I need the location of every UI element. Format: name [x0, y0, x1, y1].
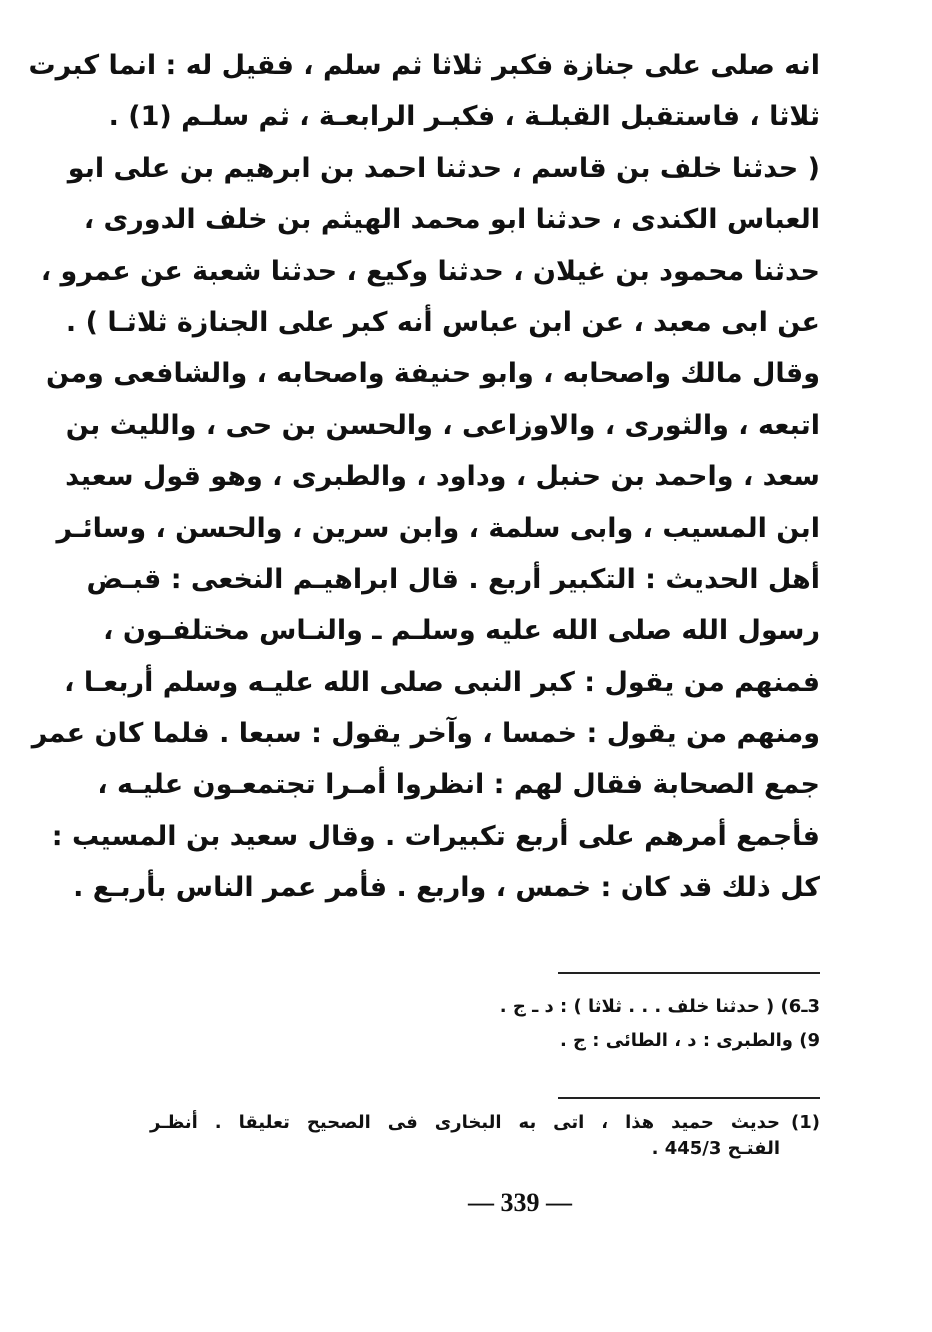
notes-divider	[558, 972, 820, 974]
text-line: ( حدثنا خلف بن قاسم ، حدثنا احمد بن ابرهيم بن على ابو	[67, 152, 820, 184]
text-line: فأجمع أمرهم على أربع تكبيرات . وقال سعيد بن المسيب :	[51, 820, 820, 852]
text-line: انه صلى على جنازة فكبر ثلاثا ثم سلم ، فقيل له : انما كبرت	[28, 50, 820, 81]
footnote-marker: (1)	[791, 1112, 820, 1133]
text-line: وقال مالك واصحابه ، وابو حنيفة واصحابه ، والشافعى ومن	[46, 358, 820, 390]
text-line: العباس الكندى ، حدثنا ابو محمد الهيثم بن خلف الدورى ،	[83, 204, 820, 236]
footnote-line: الفتـح 445/3 .	[651, 1138, 780, 1159]
text-line: أهل الحديث : التكبير أربع . قال ابراهيـم النخعى : قبـض	[86, 563, 820, 595]
text-line: حدثنا محمود بن غيلان ، حدثنا وكيع ، حدثنا شعبة عن عمرو ،	[40, 255, 820, 287]
variant-note: 3ـ6) ( حدثنا خلف . . . ثلاثا ) : د ـ ج .	[499, 996, 820, 1017]
footnote-divider	[558, 1097, 820, 1099]
footnote	[150, 1110, 820, 1162]
text-line: كل ذلك قد كان : خمس ، واربع . فأمر عمر الناس بأربـع .	[73, 872, 820, 904]
variant-note: 9) والطبرى : د ، الطائى : ج .	[559, 1030, 820, 1051]
text-line: عن ابى معبد ، عن ابن عباس أنه كبر على الجنازة ثلاثـا ) .	[65, 306, 820, 338]
variant-notes	[360, 990, 820, 1058]
main-text	[28, 40, 820, 914]
text-line: ومنهم من يقول : خمسا ، وآخر يقول : سبعا . فلما كان عمر	[31, 718, 820, 750]
text-line: ثلاثا ، فاستقبل القبلـة ، فكبـر الرابعـة ، ثم سلـم (1) .	[108, 101, 820, 133]
text-line: ابن المسيب ، وابى سلمة ، وابن سرين ، والحسن ، وسائـر	[56, 512, 820, 544]
text-line: سعد ، واحمد بن حنبل ، وداود ، والطبرى ، وهو قول سعيد	[65, 461, 820, 493]
text-line: فمنهم من يقول : كبر النبى صلى الله عليـه وسلم أربعـا ،	[64, 666, 820, 698]
page-number: — 339 —	[468, 1188, 572, 1217]
text-line: رسول الله صلى الله عليه وسلـم ـ والنـاس مختلفـون ،	[103, 615, 820, 647]
footnote-line: حديث حميد هذا ، اتى به البخارى فى الصحيح تعليقا . أنظـر	[150, 1112, 780, 1133]
text-line: جمع الصحابة فقال لهم : انظروا أمـرا تجتمعـون عليـه ،	[97, 769, 820, 801]
text-line: اتبعه ، والثورى ، والاوزاعى ، والحسن بن حى ، والليث بن	[65, 409, 820, 441]
